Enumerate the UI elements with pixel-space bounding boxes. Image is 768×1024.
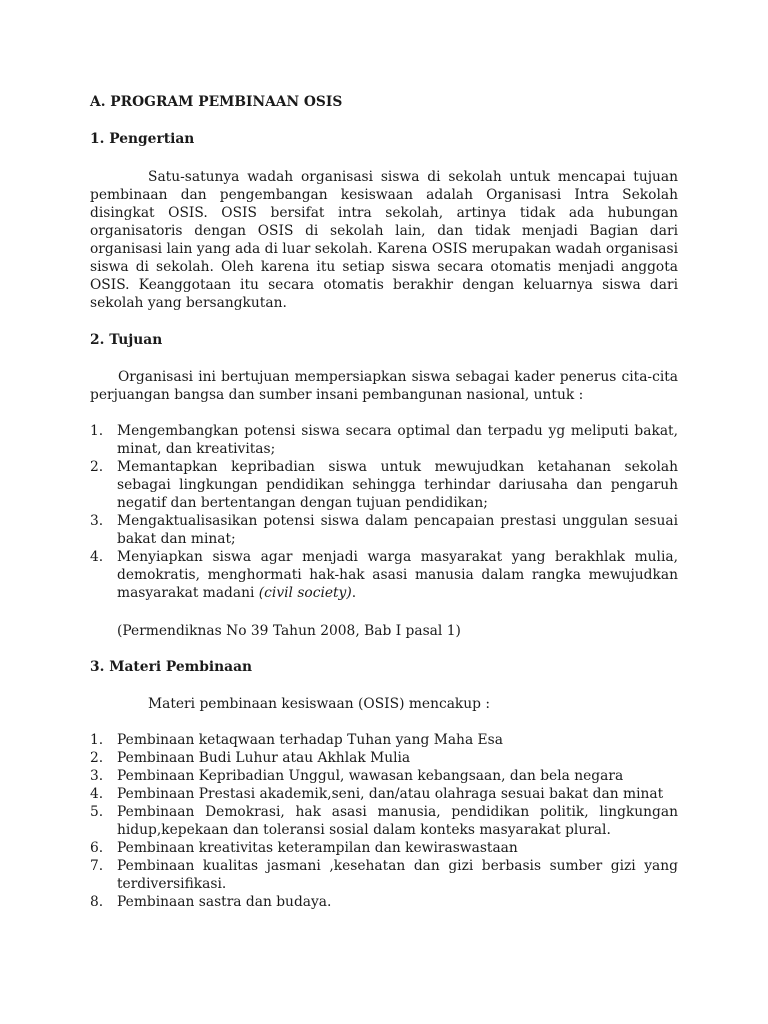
list-item (90, 857, 678, 893)
list-number: 1. (90, 423, 104, 439)
list-text: Mengaktualisasikan potensi siswa dalam pencapaian prestasi unggulan sesuai bakat dan minat; (117, 513, 678, 547)
list-number: 4. (90, 549, 104, 565)
list-text-after: . (351, 585, 357, 601)
list-number: 3. (90, 513, 104, 529)
section-1-paragraph: Satu-satunya wadah organisasi siswa di sekolah untuk mencapai tujuan pembinaan dan pengembangan kesiswaan adalah Organisasi Intra Sekolah disingkat OSIS. OSIS bersifat intra sekolah, artinya tidak ada hubungan organisatoris dengan OSIS di sekolah lain, dan tidak menjadi Bagian dari organisasi lain yang ada di luar sekolah. Karena OSIS merupakan wadah organisasi siswa di sekolah. Oleh karena itu setiap siswa secara otomatis menjadi anggota OSIS. Keanggotaan itu secara otomatis berakhir dengan keluarnya siswa dari sekolah yang bersangkutan. (90, 169, 678, 311)
section-2-list (90, 422, 678, 602)
list-number: 4. (90, 786, 104, 802)
list-item (90, 785, 678, 803)
section-3-list (90, 731, 678, 911)
list-item (90, 422, 678, 458)
list-item (90, 512, 678, 548)
list-number: 1. (90, 732, 104, 748)
list-number: 2. (90, 459, 104, 475)
section-2-intro: Organisasi ini bertujuan mempersiapkan siswa sebagai kader penerus cita-cita perjuangan bangsa dan sumber insani pembangunan nasional, untuk : (90, 369, 678, 403)
list-item (90, 458, 678, 512)
list-text: Memantapkan kepribadian siswa untuk mewujudkan ketahanan sekolah sebagai lingkungan pendidikan sehingga terhindar dariusaha dan pengaruh negatif dan bertentangan dengan tujuan pendidikan; (117, 459, 678, 511)
list-number: 5. (90, 804, 104, 820)
list-number: 3. (90, 768, 104, 784)
list-item (90, 548, 678, 602)
list-item (90, 767, 678, 785)
list-number: 6. (90, 840, 104, 856)
list-item (90, 731, 678, 749)
section-3-intro: Materi pembinaan kesiswaan (OSIS) mencakup : (148, 696, 491, 712)
list-text: Pembinaan Budi Luhur atau Akhlak Mulia (117, 750, 411, 766)
list-text: Pembinaan Prestasi akademik,seni, dan/atau olahraga sesuai bakat dan minat (117, 786, 664, 802)
list-text (117, 548, 678, 602)
list-text: Pembinaan Kepribadian Unggul, wawasan kebangsaan, dan bela negara (117, 768, 624, 784)
list-text: Pembinaan ketaqwaan terhadap Tuhan yang Maha Esa (117, 732, 503, 748)
section-3-heading: 3. Materi Pembinaan (90, 659, 253, 675)
page-title: A. PROGRAM PEMBINAAN OSIS (90, 94, 343, 110)
list-number: 7. (90, 858, 104, 874)
list-item (90, 803, 678, 839)
section-2-heading: 2. Tujuan (90, 332, 163, 348)
list-item (90, 893, 678, 911)
list-number: 8. (90, 894, 104, 910)
list-text: Mengembangkan potensi siswa secara optimal dan terpadu yg meliputi bakat, minat, dan kreativitas; (117, 423, 678, 457)
list-text-main: Menyiapkan siswa agar menjadi warga masyarakat yang berakhlak mulia, demokratis, menghormati hak-hak asasi manusia dalam rangka mewujudkan masyarakat madani (117, 549, 678, 601)
citation: (Permendiknas No 39 Tahun 2008, Bab I pasal 1) (117, 623, 461, 639)
list-text: Pembinaan kualitas jasmani ,kesehatan dan gizi berbasis sumber gizi yang terdiversifikasi. (117, 858, 678, 892)
list-text: Pembinaan kreativitas keterampilan dan kewiraswastaan (117, 840, 518, 856)
list-text: Pembinaan sastra dan budaya. (117, 894, 332, 910)
list-item (90, 749, 678, 767)
list-text: Pembinaan Demokrasi, hak asasi manusia, pendidikan politik, lingkungan hidup,kepekaan dan toleransi sosial dalam konteks masyarakat plural. (117, 804, 678, 838)
list-text-italic: (civil society) (258, 585, 352, 601)
section-1-heading: 1. Pengertian (90, 131, 195, 147)
list-item (90, 839, 678, 857)
list-number: 2. (90, 750, 104, 766)
